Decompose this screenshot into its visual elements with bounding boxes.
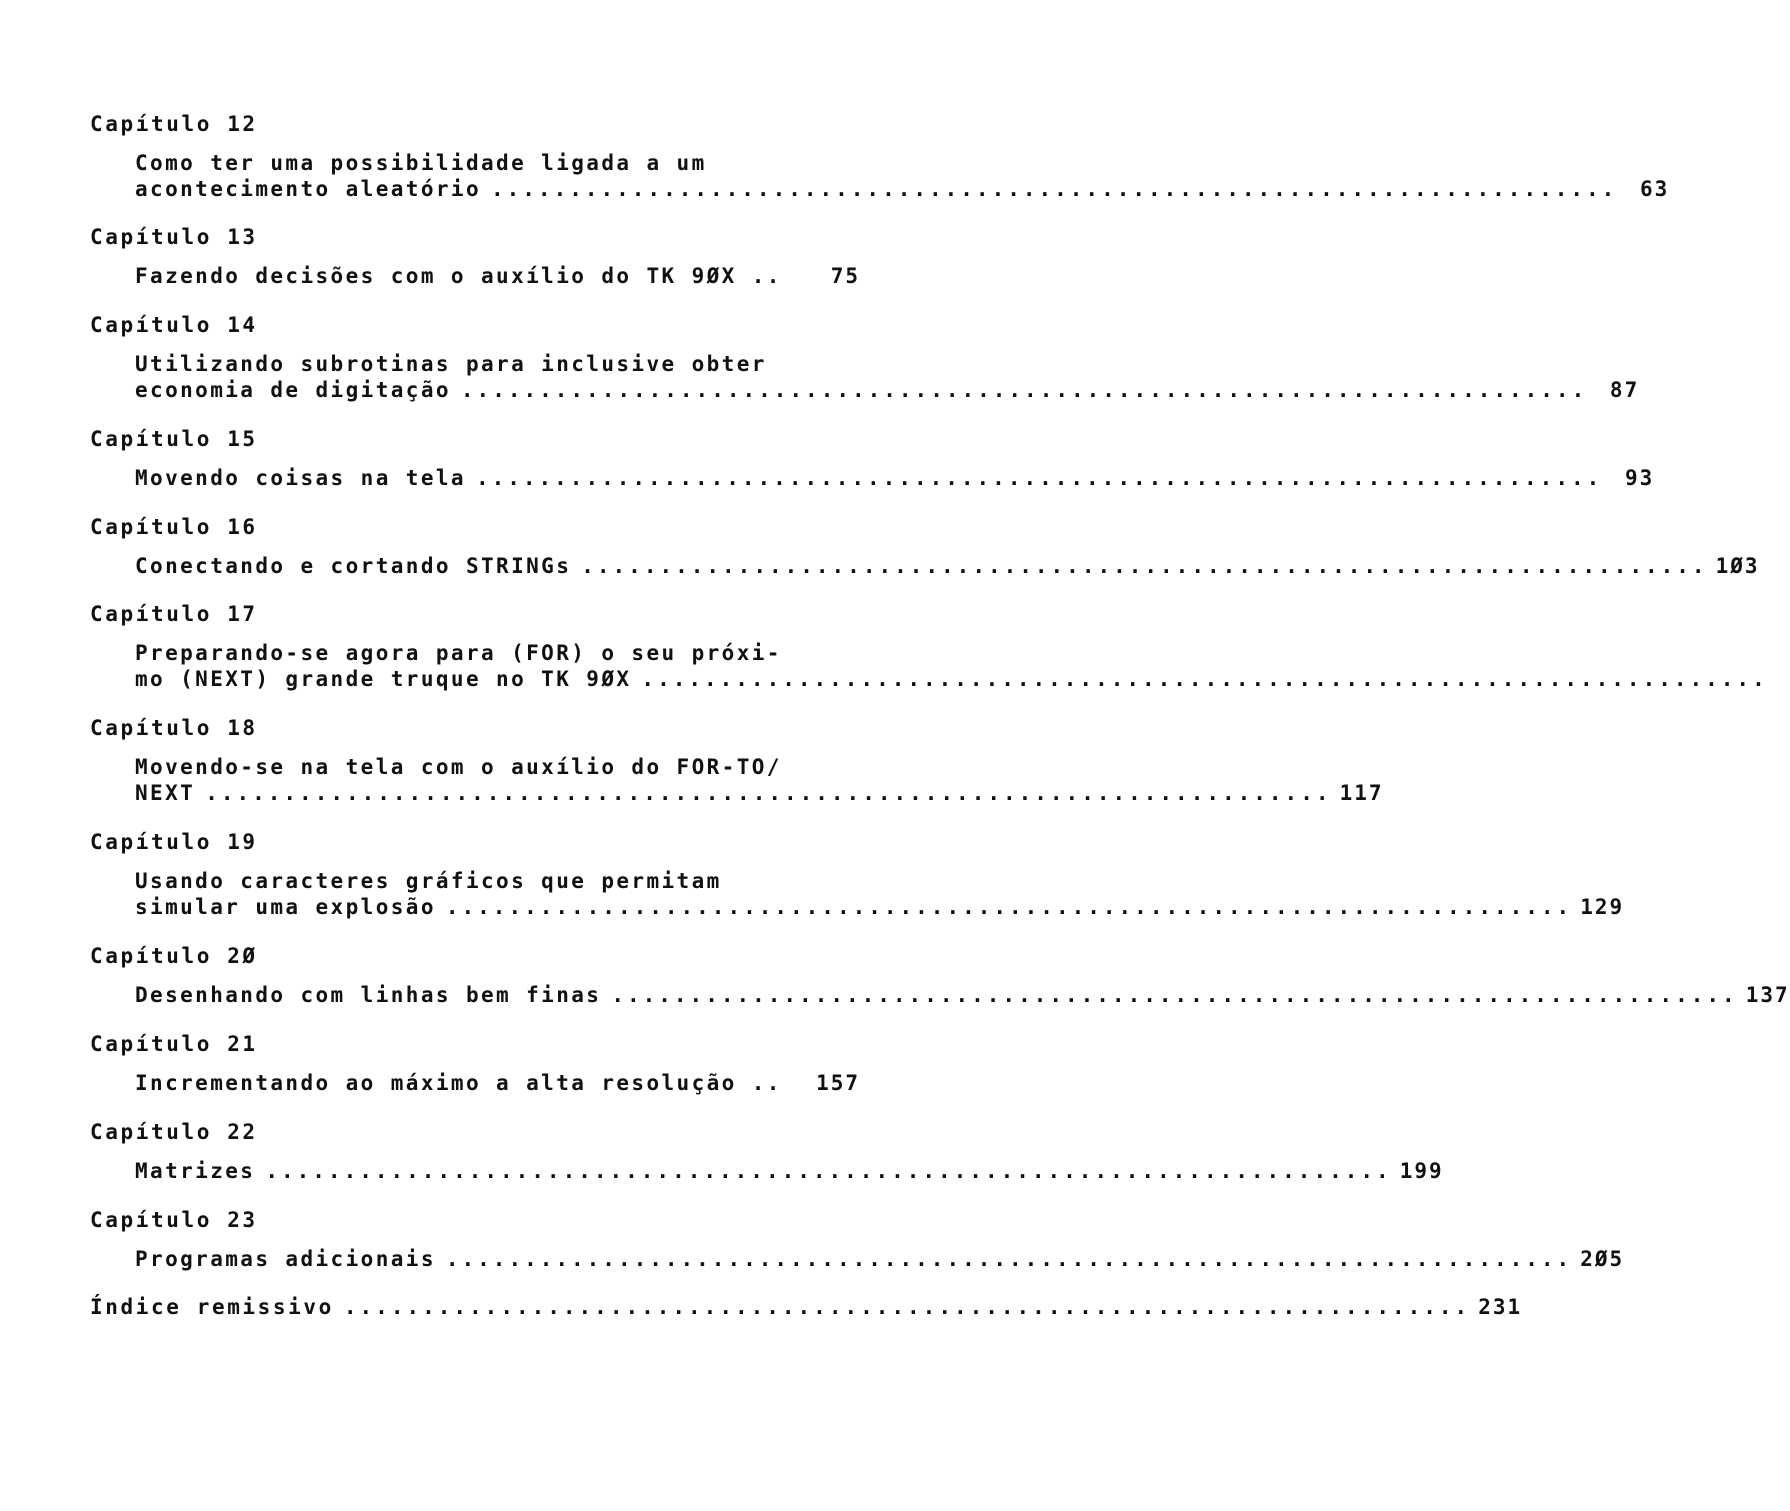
chapter-title-text: NEXT	[135, 781, 196, 805]
chapter-heading: Capítulo 15	[90, 427, 258, 451]
page-number: 75	[830, 264, 860, 288]
chapter-title-text: mo (NEXT) grande truque no TK 9ØX	[135, 667, 632, 691]
toc-chapter	[90, 112, 1670, 202]
page-number: 117	[1339, 781, 1384, 805]
chapter-heading: Capítulo 18	[90, 716, 258, 740]
chapter-heading: Capítulo 23	[90, 1208, 258, 1232]
toc-chapter	[90, 716, 1384, 806]
chapter-title-final-line	[135, 1158, 1444, 1184]
page-number: 137	[1745, 983, 1790, 1007]
chapter-title-final-line	[135, 377, 1640, 403]
chapter-title-line: Usando caracteres gráficos que permitam	[135, 869, 722, 893]
chapter-entry	[135, 150, 1670, 202]
chapter-title-line: Preparando-se agora para (FOR) o seu próxi-	[135, 641, 782, 665]
toc-chapter	[90, 515, 1760, 579]
chapter-entry	[135, 351, 1640, 403]
toc-chapter	[90, 1032, 870, 1096]
chapter-title-final-line	[135, 465, 1655, 491]
index-label: Índice remissivo	[90, 1295, 334, 1319]
chapter-title-line: Movendo-se na tela com o auxílio do FOR-TO/	[135, 755, 782, 779]
toc-chapter	[90, 944, 1790, 1008]
page-number: 2Ø5	[1580, 1247, 1625, 1271]
toc-chapter	[90, 830, 1625, 920]
dot-leader: ........................................................................	[445, 1247, 1573, 1271]
dot-leader: ........................................................................	[205, 781, 1332, 805]
chapter-entry	[135, 754, 1384, 806]
index-entry	[90, 1294, 1523, 1320]
page-number: 93	[1624, 466, 1655, 490]
chapter-heading: Capítulo 12	[90, 112, 258, 136]
dot-leader: ........................................................................	[445, 895, 1573, 919]
chapter-entry	[135, 465, 1655, 491]
chapter-title-text: economia de digitação	[135, 378, 451, 402]
chapter-entry	[135, 1158, 1444, 1184]
chapter-title-text: Conectando e cortando STRINGs	[135, 554, 572, 578]
chapter-title-text: Matrizes	[135, 1159, 256, 1183]
page-number: 87	[1609, 378, 1640, 402]
chapter-entry	[135, 263, 860, 289]
chapter-title-final-line	[135, 1246, 1625, 1272]
chapter-title-final-line	[135, 1070, 860, 1096]
chapter-title-text: Movendo coisas na tela	[135, 466, 466, 490]
chapter-entry	[135, 553, 1760, 579]
page-number: 1Ø3	[1715, 554, 1760, 578]
chapter-heading: Capítulo 22	[90, 1120, 258, 1144]
chapter-heading: Capítulo 13	[90, 225, 258, 249]
toc-chapter	[90, 225, 870, 289]
chapter-title-line: Como ter uma possibilidade ligada a um	[135, 151, 707, 175]
chapter-title-final-line	[135, 894, 1625, 920]
chapter-title-text: Desenhando com linhas bem finas	[135, 983, 602, 1007]
toc-chapter	[90, 427, 1655, 491]
chapter-entry	[135, 1246, 1625, 1272]
chapter-title-final-line	[135, 982, 1790, 1008]
toc-chapter	[90, 313, 1640, 403]
page-number: 63	[1640, 177, 1670, 201]
chapter-heading: Capítulo 14	[90, 313, 258, 337]
chapter-title-final-line	[135, 666, 1768, 692]
toc-chapter	[90, 602, 1768, 692]
toc-chapter	[90, 1208, 1625, 1272]
index-page-number: 231	[1478, 1295, 1523, 1319]
chapter-title-text: Fazendo decisões com o auxílio do TK 9ØX ..	[135, 264, 782, 288]
chapter-entry	[135, 868, 1625, 920]
dot-leader: ........................................................................	[611, 983, 1738, 1007]
chapter-title-text: simular uma explosão	[135, 895, 436, 919]
toc-chapter	[90, 1120, 1444, 1184]
chapter-heading: Capítulo 17	[90, 602, 258, 626]
chapter-heading: Capítulo 16	[90, 515, 258, 539]
chapter-title-text: Programas adicionais	[135, 1247, 436, 1271]
dot-leader: ........................................................................	[475, 466, 1603, 490]
dot-leader: ........................................................................	[581, 554, 1708, 578]
chapter-entry	[135, 640, 1768, 692]
page-number: 199	[1399, 1159, 1444, 1183]
dot-leader: ........................................................................	[460, 378, 1588, 402]
chapter-title-final-line	[135, 263, 860, 289]
chapter-heading: Capítulo 2Ø	[90, 944, 258, 968]
chapter-heading: Capítulo 19	[90, 830, 258, 854]
chapter-title-text: acontecimento aleatório	[135, 177, 481, 201]
dot-leader: ........................................................................	[491, 177, 1618, 201]
dot-leader: ........................................................................	[343, 1295, 1471, 1319]
chapter-entry	[135, 1070, 860, 1096]
chapter-entry	[135, 982, 1790, 1008]
chapter-title-final-line	[135, 176, 1670, 202]
dot-leader: ........................................................................	[641, 667, 1768, 691]
page-number: 129	[1580, 895, 1625, 919]
chapter-title-final-line	[135, 780, 1384, 806]
chapter-title-text: Incrementando ao máximo a alta resolução ..	[135, 1071, 782, 1095]
chapter-title-final-line	[135, 553, 1760, 579]
dot-leader: ........................................................................	[265, 1159, 1392, 1183]
page-number: 157	[816, 1071, 860, 1095]
chapter-title-line: Utilizando subrotinas para inclusive obter	[135, 352, 767, 376]
chapter-heading: Capítulo 21	[90, 1032, 258, 1056]
